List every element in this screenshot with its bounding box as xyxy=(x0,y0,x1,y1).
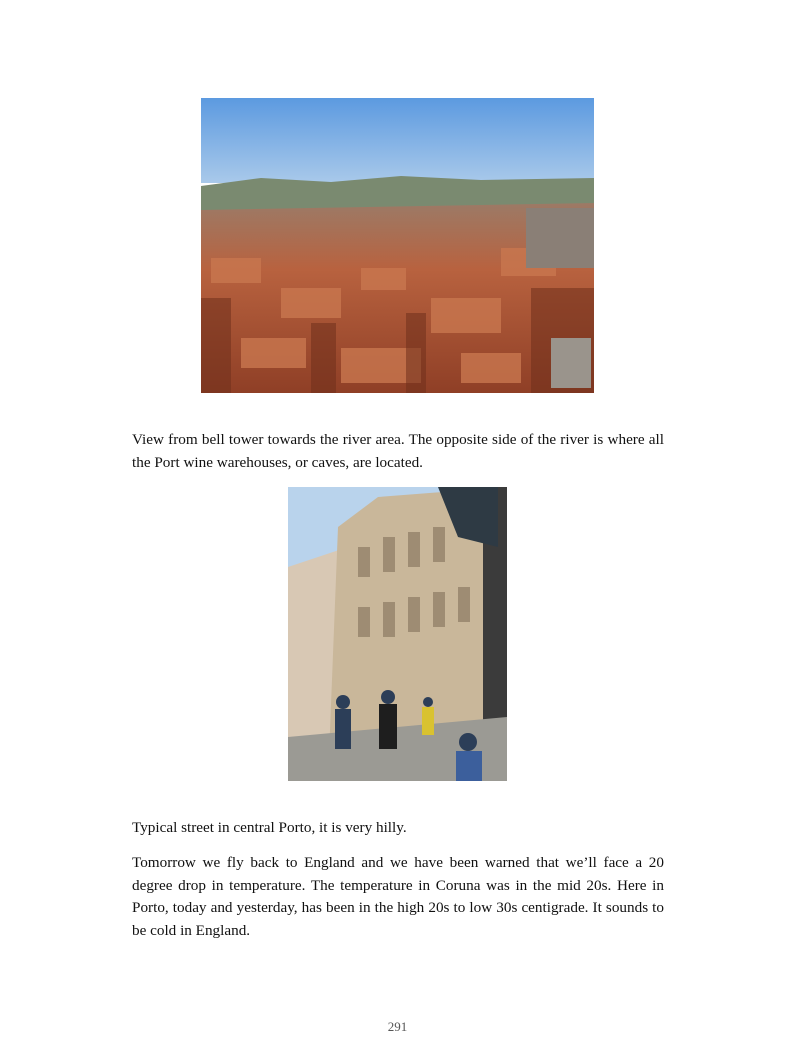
body-paragraph: Tomorrow we fly back to England and we have been warned that we’ll face a 20 degree drop in temperature. The temperature in Coruna was in the mid 20s. Here in Porto, today and yesterday, has been in the high 20s to low 30s centigrade. It sounds to be cold in England. xyxy=(132,854,664,939)
porto-street-photo xyxy=(288,487,507,781)
figure-caption-street: Typical street in central Porto, it is very hilly. xyxy=(132,819,407,836)
figure-caption-bell-tower: View from bell tower towards the river area. The opposite side of the river is where all the Port wine warehouses, or caves, are located. xyxy=(132,431,664,471)
page-number: 291 xyxy=(387,1019,408,1034)
porto-rooftops-photo xyxy=(201,98,594,393)
